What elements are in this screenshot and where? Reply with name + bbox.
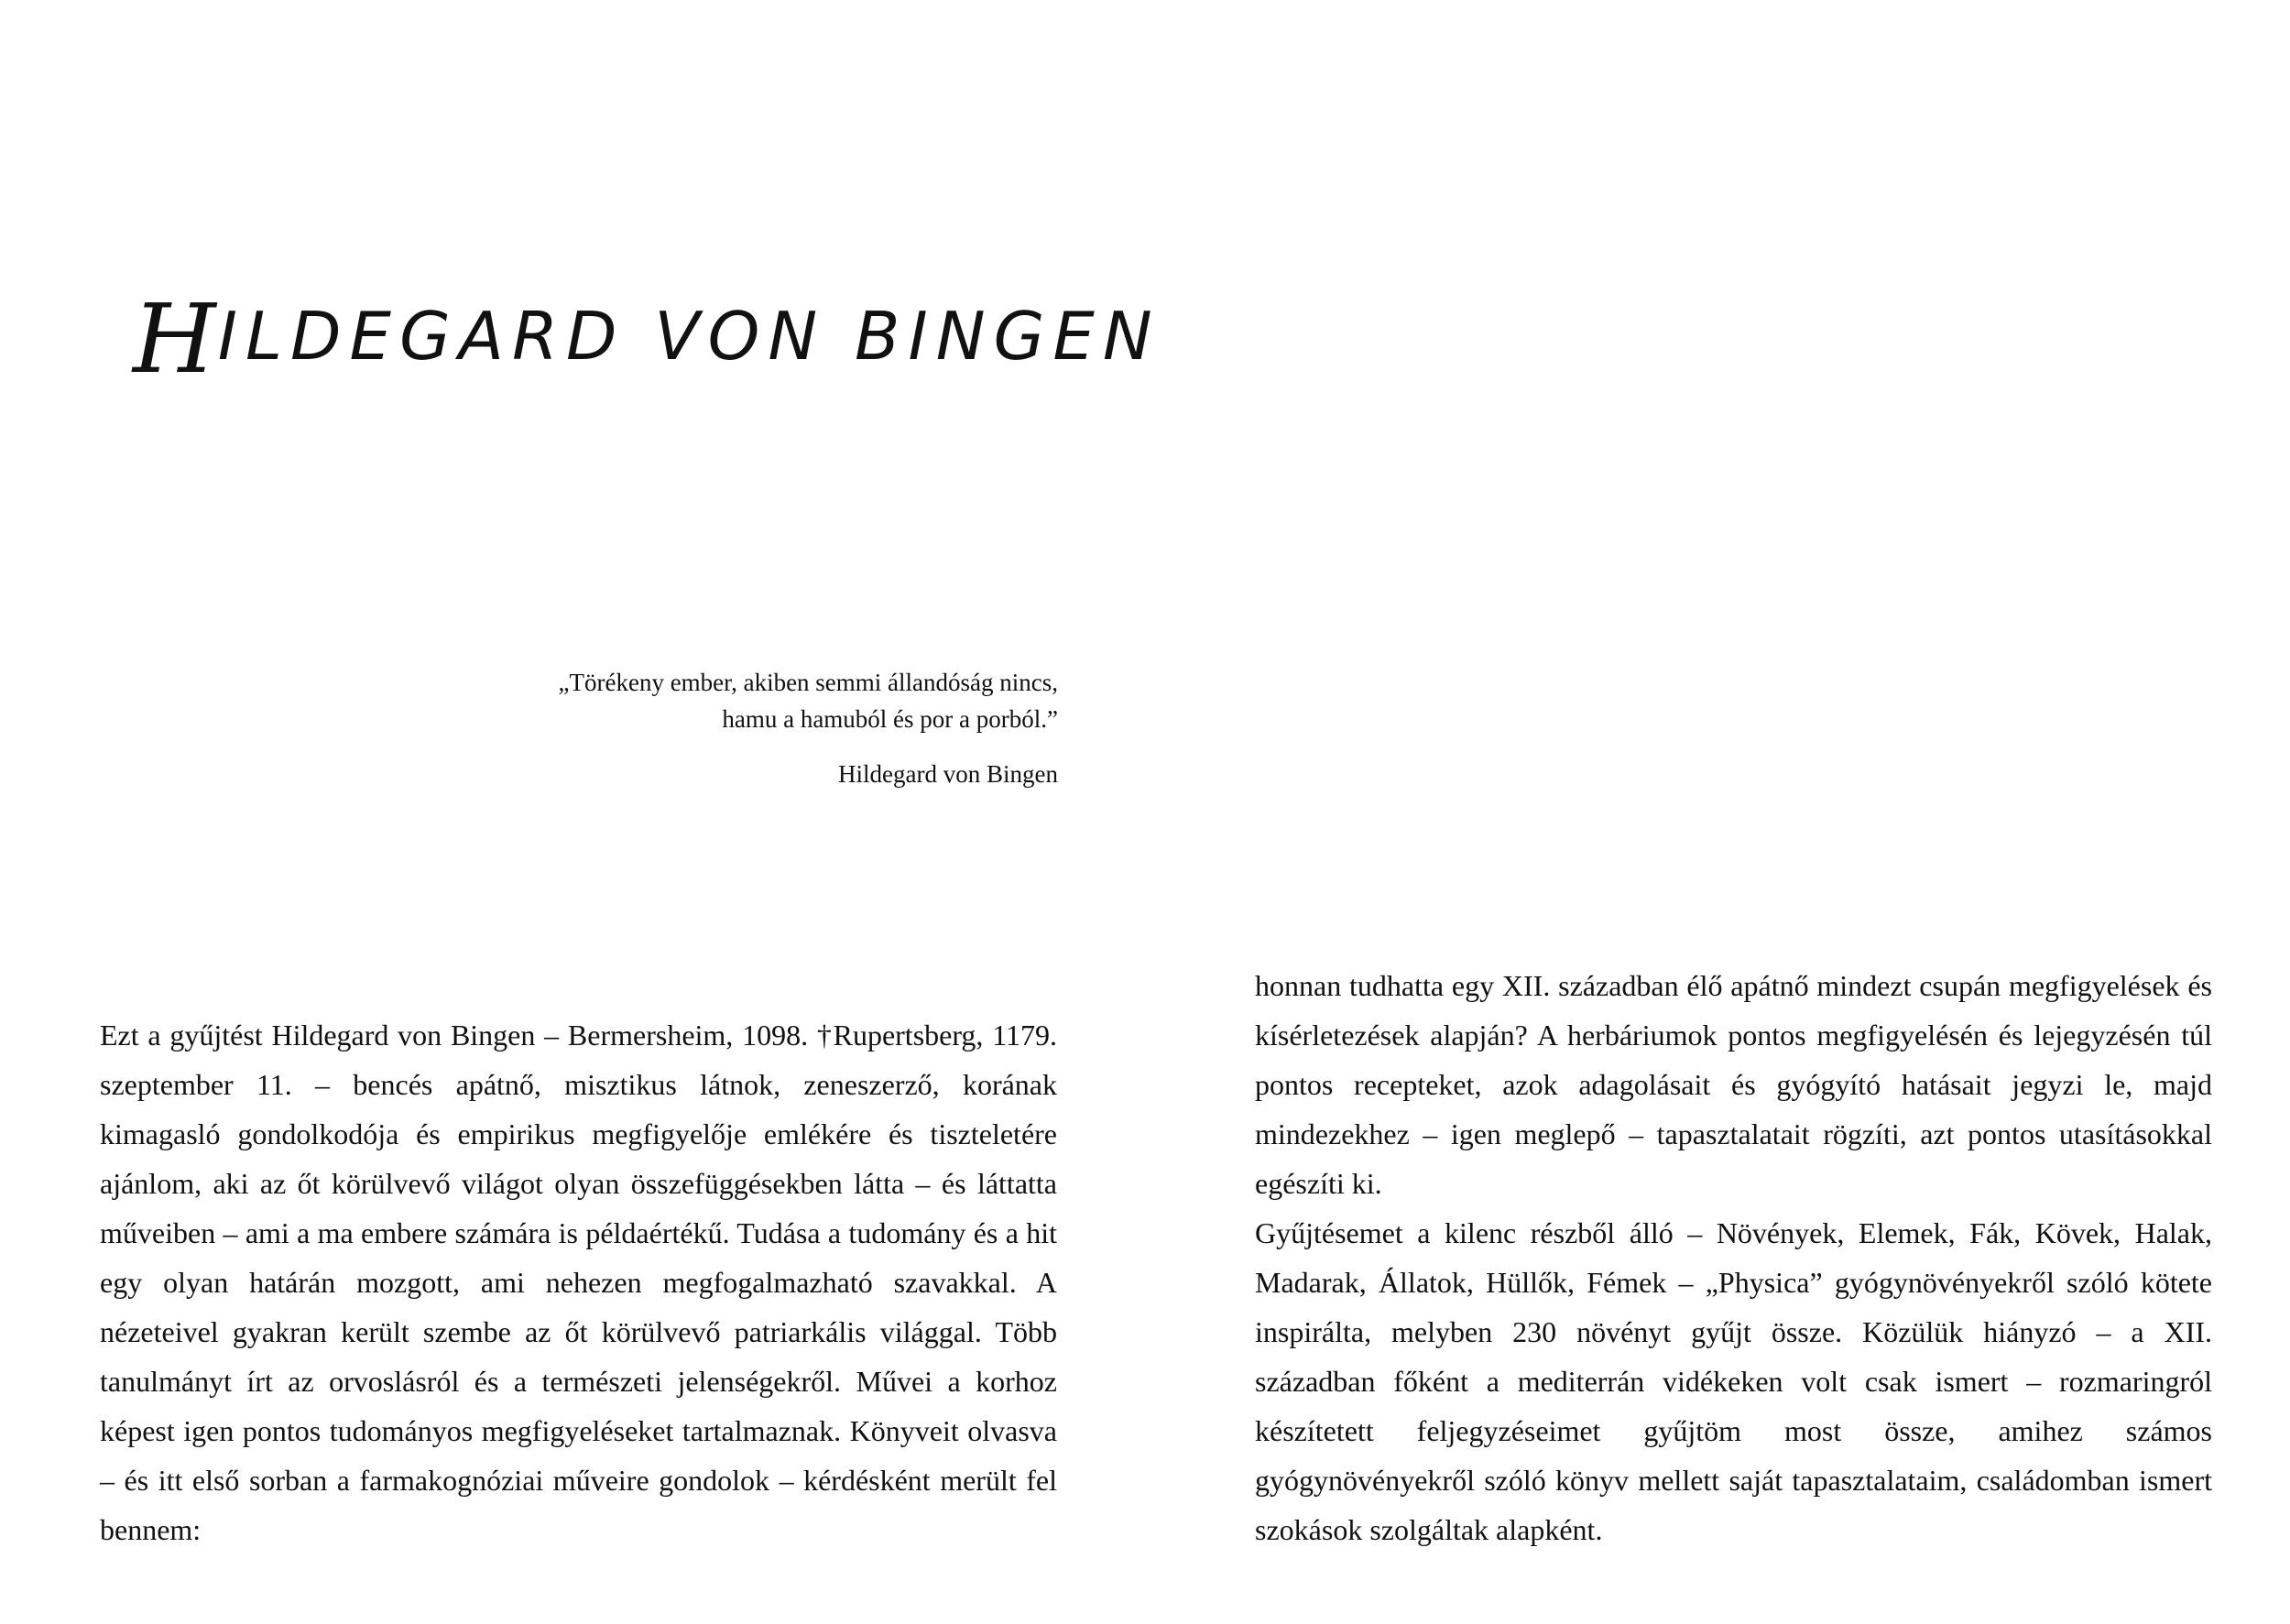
right-paragraph-1: honnan tudhatta egy XII. században élő apátnő mindezt csupán megfigyelések és kísérletezések alapján? A herbáriumok pontos megfigyelésén és lejegyzésén túl pontos recepteket, azok adagolásait és gyógyító hatásait jegyzi le, majd mindezekhez – igen meglepő – tapasztalatait rögzíti, azt pontos utasításokkal egészíti ki. [1255, 969, 2212, 1200]
left-column [100, 1010, 1057, 1554]
epigraph-line-2: hamu a hamuból és por a porból.” [722, 705, 1058, 733]
epigraph-line-1: „Törékeny ember, akiben semmi állandóság nincs, [558, 669, 1058, 696]
epigraph-author: Hildegard von Bingen [838, 760, 1058, 788]
epigraph [366, 664, 1058, 792]
chapter-title-initial: H [133, 283, 216, 395]
right-column [1255, 961, 2212, 1554]
right-paragraph-2: Gyűjtésemet a kilenc részből álló – Növények, Elemek, Fák, Kövek, Halak, Madarak, Állatok, Hüllők, Fémek – „Physica” gyógynövényekről szóló kötete inspirálta, melyben 230 növényt gyűjt össze. Közülük hiányzó – a XII. században főként a mediterrán vidékeken volt csak ismert – rozmaringról készítetett feljegyzéseimet gyűjtöm most össze, amihez számos gyógynövényekről szóló könyv mellett saját tapasztalataim, családomban ismert szokások szolgáltak alapként. [1255, 1216, 2212, 1546]
chapter-title-text: ILDEGARD VON BINGEN [217, 298, 1161, 375]
left-paragraph: Ezt a gyűjtést Hildegard von Bingen – Bermersheim, 1098. †Rupertsberg, 1179. szeptember 11. – bencés apátnő, misztikus látnok, zeneszerző, korának kimagasló gondolkodója és empirikus megfigyelője emlékére és tiszteletére ajánlom, aki az őt körülvevő világot olyan összefüggésekben látta – és láttatta műveiben – ami a ma embere számára is példaértékű. Tudása a tudomány és a hit egy olyan határán mozgott, ami nehezen megfogalmazható szavakkal. A nézeteivel gyakran került szembe az őt körülvevő patriarkális világgal. Több tanulmányt írt az orvoslásról és a természeti jelenségekről. Művei a korhoz képest igen pontos tudományos megfigyeléseket tartalmaznak. Könyveit olvasva – és itt első sorban a farmakognóziai műveire gondolok – kérdésként merült fel bennem: [100, 1019, 1057, 1546]
chapter-title [133, 283, 1161, 395]
